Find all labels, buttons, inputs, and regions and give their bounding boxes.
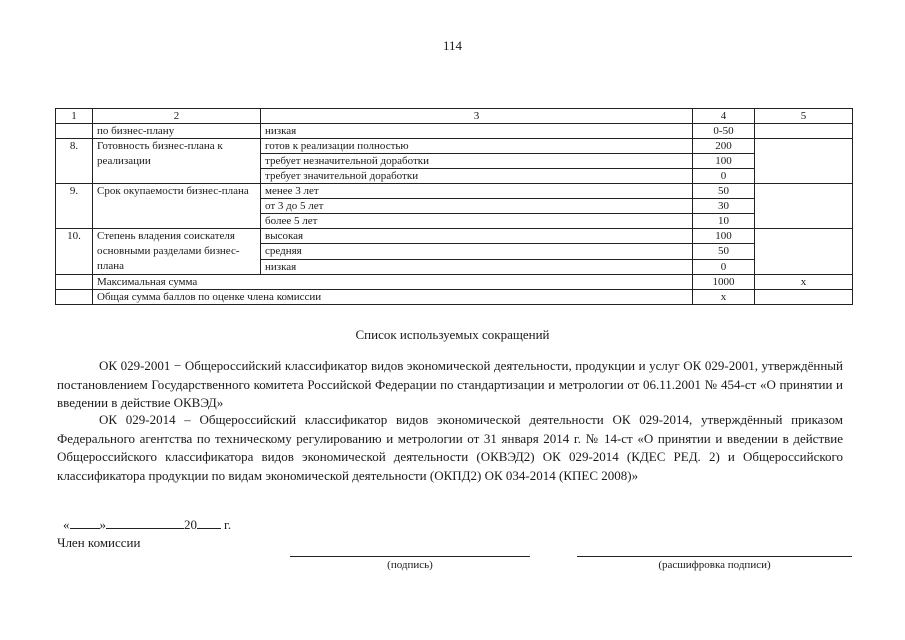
criterion-cell: Готовность бизнес-плана к реализации	[93, 139, 261, 184]
header-cell: 2	[93, 109, 261, 124]
points-cell: 0	[693, 259, 755, 274]
year-blank[interactable]	[197, 516, 221, 529]
points-cell: 100	[693, 154, 755, 169]
level-cell: менее 3 лет	[261, 184, 693, 199]
total-sum-points: х	[693, 290, 755, 305]
level-cell: готов к реализации полностью	[261, 139, 693, 154]
page-number: 114	[442, 38, 463, 53]
criterion-cell: по бизнес-плану	[93, 124, 261, 139]
row-number	[56, 275, 93, 290]
points-cell: 100	[693, 229, 755, 244]
total-sum-label: Общая сумма баллов по оценке члена комиссии	[93, 290, 693, 305]
header-cell: 1	[56, 109, 93, 124]
max-sum-points: 1000	[693, 275, 755, 290]
header-cell: 4	[693, 109, 755, 124]
table-row	[56, 124, 853, 139]
max-sum-label: Максимальная сумма	[93, 275, 693, 290]
level-cell: низкая	[261, 259, 693, 274]
criterion-cell: Срок окупаемости бизнес-плана	[93, 184, 261, 229]
points-cell: 50	[693, 244, 755, 259]
row-number	[56, 124, 93, 139]
signature-caption: (подпись)	[387, 559, 433, 571]
row-number: 8.	[56, 139, 93, 184]
signature-line[interactable]	[290, 556, 530, 557]
level-cell: низкая	[261, 124, 693, 139]
level-cell: требует незначительной доработки	[261, 154, 693, 169]
table-row	[56, 229, 853, 244]
level-cell: более 5 лет	[261, 214, 693, 229]
row-number: 10.	[56, 229, 93, 275]
max-sum-score: х	[755, 275, 853, 290]
member-label: Член комиссии	[57, 535, 141, 550]
score-cell	[755, 139, 853, 184]
level-cell: высокая	[261, 229, 693, 244]
level-cell: средняя	[261, 244, 693, 259]
decode-line[interactable]	[577, 556, 852, 557]
points-cell: 200	[693, 139, 755, 154]
score-cell	[755, 229, 853, 275]
row-number: 9.	[56, 184, 93, 229]
header-cell: 3	[261, 109, 693, 124]
points-cell: 30	[693, 199, 755, 214]
year-prefix: 20	[184, 517, 197, 532]
total-sum-score	[755, 290, 853, 305]
points-cell: 0	[693, 169, 755, 184]
abbreviation-paragraph: ОК 029-2014 – Общероссийский классификатор видов экономической деятельности ОК 029-2014, утверждённый приказом Федерального агентства по техническому регулированию и метрологии от 31 января 2014 г. № 14-ст «О принятии и введении в действие Общероссийского классификатора видов экономической деятельности (ОКВЭД2) ОК 029-2014 (КДЕС РЕД. 2) и Общероссийского классификатора продукции по видам экономической деятельности (ОКПД2) ОК 034-2014 (КПЕС 2008)»	[57, 412, 843, 483]
points-cell: 50	[693, 184, 755, 199]
quote-open: «	[63, 517, 70, 532]
points-cell: 10	[693, 214, 755, 229]
table-row	[56, 184, 853, 199]
score-cell	[755, 184, 853, 229]
total-sum-row	[56, 290, 853, 305]
year-suffix: г.	[224, 517, 232, 532]
criterion-cell: Степень владения соискателя основными разделами бизнес-плана	[93, 229, 261, 275]
quote-close: »	[99, 517, 106, 532]
level-cell: от 3 до 5 лет	[261, 199, 693, 214]
max-sum-row	[56, 275, 853, 290]
date-line	[63, 516, 231, 533]
table-row	[56, 139, 853, 154]
day-blank[interactable]	[70, 516, 100, 529]
table-header-row	[56, 109, 853, 124]
decode-caption: (расшифровка подписи)	[658, 559, 771, 571]
points-cell: 0-50	[693, 124, 755, 139]
month-blank[interactable]	[106, 516, 184, 529]
level-cell: требует значительной доработки	[261, 169, 693, 184]
evaluation-table	[55, 108, 853, 305]
abbreviations-title: Список используемых сокращений	[355, 327, 550, 342]
row-number	[56, 290, 93, 305]
header-cell: 5	[755, 109, 853, 124]
abbreviation-paragraph: ОК 029-2001 − Общероссийский классификатор видов экономической деятельности, продукции и услуг ОК 029-2001, утверждённый постановлением Государственного комитета Российской Федерации по стандартизации и метрологии от 06.11.2001 № 454-ст «О принятии и введении в действие ОКВЭД»	[57, 358, 843, 410]
score-cell	[755, 124, 853, 139]
